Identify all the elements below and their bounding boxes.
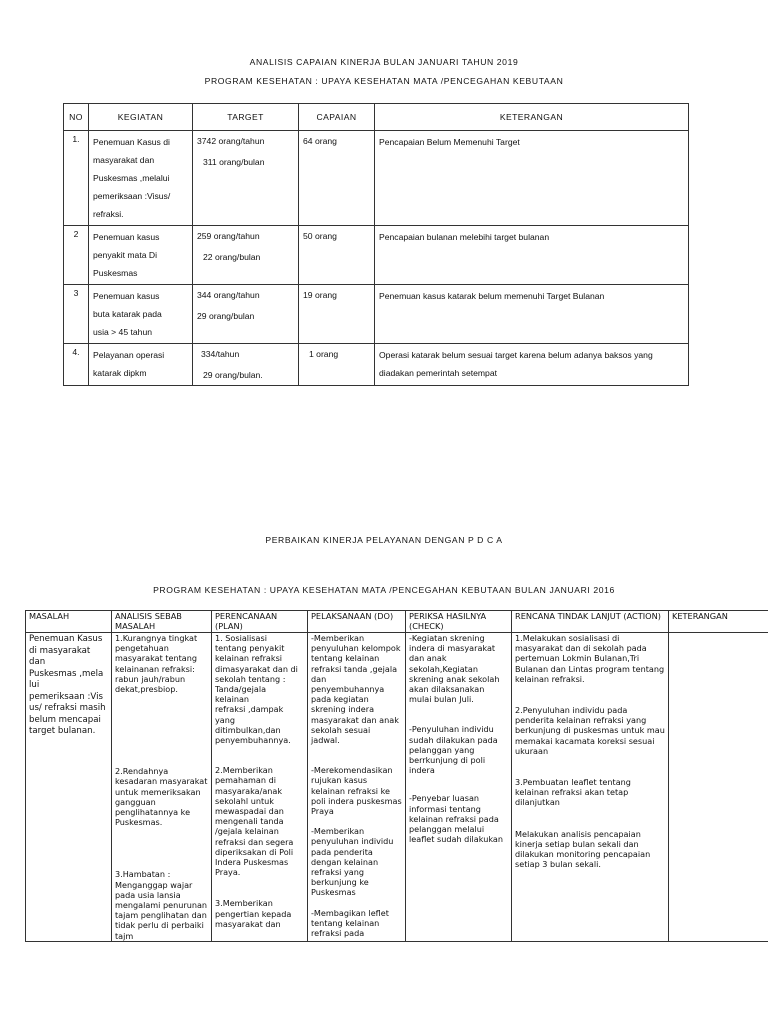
kegiatan-line: usia > 45 tahun: [93, 327, 153, 337]
doc-title-2: PROGRAM KESEHATAN : UPAYA KESEHATAN MATA /PENCEGAHAN KEBUTAAN: [204, 76, 564, 86]
cell-capaian: [299, 285, 375, 344]
do-line: Puskesmas: [311, 887, 356, 898]
do-line: -Memberikan: [311, 826, 365, 837]
do-line: berkunjung ke: [311, 877, 369, 888]
masalah-line: pemeriksaan :Vis: [29, 691, 103, 702]
action-line: berkunjung di puskesmas untuk mau: [515, 725, 665, 736]
doc-title-3: PERBAIKAN KINERJA PELAYANAN DENGAN P D C A: [265, 535, 503, 545]
action-line: dilanjutkan: [515, 797, 560, 808]
target-month: 29 orang/bulan.: [203, 370, 263, 380]
analisis-line: 1.Kurangnya tingkat: [115, 633, 198, 643]
do-line: poli indera puskesmas: [311, 795, 402, 806]
row-number: 3: [73, 288, 79, 298]
check-line: -Penyuluhan individu: [409, 724, 494, 735]
capaian-header-row: [64, 104, 689, 131]
plan-line: Praya.: [215, 867, 241, 878]
target-year: 344 orang/tahun: [197, 290, 260, 300]
target-year: 3742 orang/tahun: [197, 136, 265, 146]
action-line: Bulanan dan Lintas program tentang: [515, 663, 665, 674]
plan-line: 1. Sosialisasi: [215, 633, 267, 643]
plan-line: masyaraka/anak: [215, 785, 283, 796]
cell-masalah: [26, 633, 112, 942]
target-year: 259 orang/tahun: [197, 231, 260, 241]
cell-target: [193, 226, 299, 285]
masalah-line: Penemuan Kasus: [29, 634, 103, 644]
cell-keterangan: [375, 344, 689, 386]
analisis-line: 3.Hambatan :: [115, 869, 171, 880]
analisis-line: tajm: [115, 930, 134, 941]
do-line: penyuluhan kelompok: [311, 643, 401, 654]
cell-action: [512, 633, 669, 942]
masalah-line: Puskesmas ,mela: [29, 668, 104, 679]
row-number: 2: [73, 229, 79, 239]
kegiatan-line: pemeriksaan :Visus/: [93, 191, 171, 201]
header-keterangan: KETERANGAN: [375, 104, 689, 131]
do-line: kelainan refraksi ke: [311, 785, 390, 796]
do-line: sekolah sesuai: [311, 724, 371, 735]
do-line: dengan kelainan: [311, 856, 379, 867]
cell-target: [193, 285, 299, 344]
plan-line: ditimbulkan,dan: [215, 724, 281, 735]
keterangan-text: Penemuan kasus katarak belum memenuhi Target Bulanan: [379, 291, 605, 301]
capaian-row: [64, 226, 689, 285]
header-capaian: CAPAIAN: [299, 104, 375, 131]
cell-no: [64, 226, 89, 285]
plan-line: masyarakat dan: [215, 918, 281, 929]
kegiatan-line: Pelayanan operasi: [93, 350, 165, 360]
kegiatan-line: katarak dipkm: [93, 368, 147, 378]
plan-line: yang: [215, 714, 236, 725]
action-line: penderita kelainan refraksi yang: [515, 715, 647, 726]
cell-target: [193, 344, 299, 386]
target-month: 22 orang/bulan: [203, 252, 261, 262]
header-do: PELAKSANAAN (DO): [308, 611, 406, 633]
header-no: NO: [64, 104, 89, 131]
action-line: masyarakat dan di sekolah pada: [515, 643, 647, 654]
analisis-line: tidak perlu di perbaiki: [115, 920, 204, 931]
action-line: Melakukan analisis pencapaian: [515, 828, 641, 839]
check-line: mulai bulan Juli.: [409, 694, 474, 705]
pdca-table: [25, 610, 768, 942]
check-line: indera: [409, 765, 435, 776]
kegiatan-line: Puskesmas: [93, 268, 138, 278]
plan-line: Tanda/gejala: [215, 684, 267, 695]
masalah-line: target bulanan.: [29, 726, 96, 736]
cell-kegiatan: [89, 344, 193, 386]
kegiatan-line: masyarakat dan: [93, 155, 155, 165]
cell-no: [64, 131, 89, 226]
action-line: 3.Pembuatan leaflet tentang: [515, 777, 631, 788]
cell-kegiatan: [89, 131, 193, 226]
cell-capaian: [299, 226, 375, 285]
analisis-line: Menganggap wajar: [115, 879, 193, 890]
target-month: 29 orang/bulan: [197, 311, 255, 321]
cell-kegiatan: [89, 226, 193, 285]
check-line: sekolah,Kegiatan: [409, 663, 478, 674]
analisis-line: untuk memeriksakan: [115, 786, 201, 797]
check-line: berrkunjung di poli: [409, 755, 486, 766]
cell-analisis: [112, 633, 212, 942]
check-line: informasi tentang: [409, 803, 481, 814]
check-line: indera di masyarakat: [409, 643, 496, 654]
do-line: -Memberikan: [311, 633, 365, 643]
analisis-line: kelainanan refraksi:: [115, 663, 195, 674]
header-kegiatan: KEGIATAN: [89, 104, 193, 131]
do-line: Praya: [311, 806, 334, 817]
doc-title-4: PROGRAM KESEHATAN : UPAYA KESEHATAN MATA /PENCEGAHAN KEBUTAAN BULAN JANUARI 2016: [153, 585, 615, 595]
row-number: 4.: [72, 347, 80, 357]
kegiatan-line: Penemuan kasus: [93, 291, 160, 301]
masalah-line: lui: [29, 680, 40, 690]
plan-line: mewaspadai dan: [215, 806, 284, 817]
plan-line: 3.Memberikan: [215, 898, 273, 909]
do-line: dan penyembuhannya: [311, 673, 385, 695]
action-line: kinerja setiap bulan sekali dan: [515, 838, 639, 849]
do-line: -Merekomendasikan: [311, 765, 393, 776]
do-line: -Membagikan leflet: [311, 907, 389, 918]
cell-no: [64, 285, 89, 344]
cell-capaian: [299, 344, 375, 386]
check-line: akan dilaksanakan: [409, 684, 485, 695]
cell-capaian: [299, 131, 375, 226]
analisis-line: rabun jauh/rabun: [115, 673, 186, 684]
action-line: kelainan refraksi akan tetap: [515, 787, 629, 798]
plan-line: /gejala kelainan: [215, 826, 279, 837]
header-analisis: ANALISIS SEBAB MASALAH: [112, 611, 212, 633]
check-line: sudah dilakukan pada: [409, 734, 498, 745]
analisis-line: pada usia lansia: [115, 889, 181, 900]
analisis-line: tajam penglihatan dan: [115, 910, 207, 921]
header-action: RENCANA TINDAK LANJUT (ACTION): [512, 611, 669, 633]
masalah-line: di masyarakat: [29, 645, 91, 656]
target-month: 311 orang/bulan: [203, 157, 265, 167]
check-line: pelanggan yang: [409, 744, 475, 755]
kegiatan-line: buta katarak pada: [93, 309, 162, 319]
check-line: dan anak: [409, 653, 447, 664]
header-target: TARGET: [193, 104, 299, 131]
cell-check: [406, 633, 512, 942]
analisis-line: Puskesmas.: [115, 817, 163, 828]
check-line: -Penyebar luasan: [409, 793, 480, 804]
plan-line: refraksi dan segera: [215, 836, 294, 847]
plan-line: kelainan: [215, 694, 250, 705]
row-number: 1.: [72, 134, 80, 144]
analisis-line: mengalami penurunan: [115, 900, 208, 911]
plan-line: sekolahl untuk: [215, 795, 274, 806]
do-line: pada kegiatan: [311, 694, 369, 705]
analisis-line: masyarakat tentang: [115, 653, 198, 664]
action-line: dilakukan monitoring pencapaian: [515, 849, 651, 860]
cell-do: [308, 633, 406, 942]
check-line: skrening anak sekolah: [409, 673, 500, 684]
cell-plan: [212, 633, 308, 942]
keterangan-text: Pencapaian Belum Memenuhi Target: [379, 137, 520, 147]
action-line: 1.Melakukan sosialisasi di: [515, 633, 620, 643]
kegiatan-line: penyakit mata Di: [93, 250, 158, 260]
check-line: -Kegiatan skrening: [409, 633, 485, 643]
analisis-line: kesadaran masyarakat: [115, 776, 208, 787]
do-line: refraksi pada: [311, 928, 365, 939]
do-line: skrening indera: [311, 704, 375, 715]
check-line: kelainan refraksi pada: [409, 813, 499, 824]
do-line: masyarakat dan anak: [311, 714, 399, 725]
keterangan-text: Pencapaian bulanan melebihi target bulanan: [379, 232, 550, 242]
do-line: rujukan kasus: [311, 775, 368, 786]
cell-target: [193, 131, 299, 226]
keterangan-text: Operasi katarak belum sesuai target karena belum adanya baksos yang diadakan pemerintah setempat: [379, 350, 653, 378]
analisis-line: dekat,presbiop.: [115, 684, 178, 695]
cell-keterangan: [375, 226, 689, 285]
plan-line: mengenali tanda: [215, 816, 284, 827]
action-line: 2.Penyuluhan individu pada: [515, 705, 628, 716]
header-plan: PERENCANAAN (PLAN): [212, 611, 308, 633]
capaian-value: 64 orang: [303, 136, 337, 146]
do-line: refraksi yang: [311, 867, 365, 878]
do-line: tentang kelainan: [311, 653, 380, 664]
header-check: PERIKSA HASILNYA (CHECK): [406, 611, 512, 633]
header-masalah: MASALAH: [26, 611, 112, 633]
action-line: kelainan refraksi.: [515, 673, 585, 684]
plan-line: pemahaman di: [215, 775, 276, 786]
header-keterangan-pdca: KETERANGAN: [669, 611, 768, 633]
pdca-row: [26, 633, 768, 942]
do-line: jadwal.: [311, 735, 340, 746]
analisis-line: 2.Rendahnya: [115, 766, 169, 777]
masalah-line: belum mencapai: [29, 714, 101, 725]
kegiatan-line: Puskesmas ,melalui: [93, 173, 170, 183]
action-line: ukuraan: [515, 745, 549, 756]
action-line: pertemuan Lokmin Bulanan,Tri: [515, 653, 640, 664]
masalah-line: us/ refraksi masih: [29, 703, 106, 713]
pdca-header-row: [26, 611, 768, 633]
capaian-value: 50 orang: [303, 231, 337, 241]
analisis-line: pengetahuan: [115, 643, 169, 654]
plan-line: penyembuhannya.: [215, 735, 291, 746]
check-line: leaflet sudah dilakukan: [409, 834, 503, 845]
plan-line: dimasyarakat dan di: [215, 663, 298, 674]
analisis-line: penglihatannya ke: [115, 807, 191, 818]
kegiatan-line: refraksi.: [93, 209, 124, 219]
do-line: penyuluhan individu: [311, 836, 394, 847]
capaian-row: [64, 285, 689, 344]
plan-line: kelainan refraksi: [215, 653, 283, 664]
kegiatan-line: Penemuan kasus: [93, 232, 160, 242]
capaian-value: 1 orang: [309, 349, 339, 359]
action-line: setiap 3 bulan sekali.: [515, 859, 601, 870]
masalah-line: dan: [29, 657, 46, 667]
plan-line: sekolah tentang :: [215, 673, 286, 684]
cell-keterangan: [669, 633, 768, 942]
cell-keterangan: [375, 285, 689, 344]
check-line: pelanggan melalui: [409, 824, 485, 835]
do-line: pada penderita: [311, 846, 373, 857]
analisis-line: gangguan: [115, 796, 156, 807]
plan-line: pengertian kepada: [215, 908, 292, 919]
plan-line: tentang penyakit: [215, 643, 285, 654]
cell-no: [64, 344, 89, 386]
doc-title-1: ANALISIS CAPAIAN KINERJA BULAN JANUARI TAHUN 2019: [249, 57, 519, 67]
target-year: 334/tahun: [201, 349, 240, 359]
cell-keterangan: [375, 131, 689, 226]
kegiatan-line: Penemuan Kasus di: [93, 137, 170, 147]
capaian-row: [64, 131, 689, 226]
capaian-table: [63, 103, 689, 386]
capaian-value: 19 orang: [303, 290, 337, 300]
do-line: tentang kelainan: [311, 917, 380, 928]
action-line: memakai kacamata koreksi sesuai: [515, 735, 655, 746]
plan-line: diperiksakan di Poli: [215, 846, 294, 857]
plan-line: refraksi ,dampak: [215, 704, 284, 715]
capaian-row: [64, 344, 689, 386]
do-line: refraksi tanda ,gejala: [311, 663, 398, 674]
plan-line: Indera Puskesmas: [215, 857, 289, 868]
plan-line: 2.Memberikan: [215, 765, 273, 776]
cell-kegiatan: [89, 285, 193, 344]
